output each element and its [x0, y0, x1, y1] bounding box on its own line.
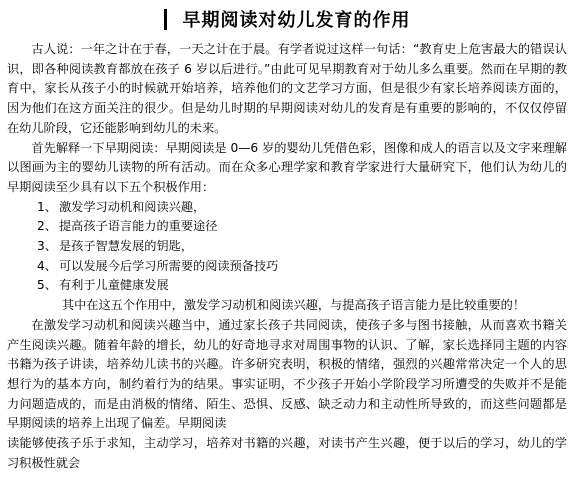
paragraph-motivation: 在激发学习动机和阅读兴趣当中，通过家长孩子共同阅读，使孩子多与图书接触，从而喜欢书籍关产生阅读兴趣。随着年龄的增长，幼儿的好奇地寻求对周围事物的认识、了解，家长选择同主题的内容书籍为孩子讲读，培养幼儿读书的兴趣。许多研究表明，积极的情绪，强烈的兴趣常常决定一个人的思想行为的基本方向，制约着行为的结果。事实证明，不少孩子开始小学阶段学习所遭受的失败并不是能力问题造成的，而是由消极的情绪、陌生、恐惧、反感、缺乏动力和主动性所导致的，而这些问题都是早期阅读的培养上出现了偏差。早期阅读 [7, 317, 567, 431]
list-item-number: 5、 [37, 278, 57, 293]
list-item-number: 4、 [37, 258, 57, 273]
list-item-text: 激发学习动机和阅读兴趣， [59, 199, 206, 214]
paragraph-summary: 其中在这五个作用中，激发学习动机和阅读兴趣，与提高孩子语言能力是比较重要的！ [61, 298, 526, 313]
list-item [7, 237, 567, 257]
benefit-list [7, 198, 567, 297]
paragraph-intro: 古人说：一年之计在于春，一天之计在于晨。有学者说过这样一句话：“教育史上危害最大的错误认识，即各种阅读教育都放在孩子 6 岁以后进行。”由此可见早期教育对于幼儿多么重要。然而在早期的教育中，家长从孩子小的时候就开始培养，培养他们的文艺学习方面，但是很少有家长培养阅读方面的，因为他们在这方面关注的很少。但是幼儿时期的早期阅读对幼儿的发育是有重要的影响的，不仅仅停留在幼儿阶段，它还能影响到幼儿的未来。 [7, 42, 567, 135]
list-item-number: 2、 [37, 219, 57, 234]
title-row [0, 6, 575, 34]
list-item-text: 可以发展今后学习所需要的阅读预备技巧 [59, 258, 279, 273]
list-item [7, 217, 567, 237]
list-item [7, 257, 567, 277]
page-title: 早期阅读对幼儿发育的作用 [182, 10, 411, 31]
paragraph-definition: 首先解释一下早期阅读：早期阅读是 0—6 岁的婴幼儿凭借色彩，图像和成人的语言以及文字来理解以图画为主的婴幼儿读物的所有活动。而在众多心理学家和教育学家进行大量研究下，他们认为幼儿的早期阅读至少具有以下五个积极作用： [7, 140, 567, 194]
list-item [7, 198, 567, 218]
paragraph-continued: 读能够使孩子乐于求知，主动学习，培养对书籍的兴趣，对读书产生兴趣，便于以后的学习，幼儿的学习积极性就会 [7, 436, 567, 470]
list-item [7, 276, 567, 296]
list-item-text: 提高孩子语言能力的重要途径 [59, 219, 218, 234]
title-bar-decoration [164, 9, 167, 30]
list-item-text: 有利于儿童健康发展 [59, 278, 169, 293]
list-item-number: 1、 [37, 199, 57, 214]
list-item-number: 3、 [37, 239, 57, 254]
article-body [7, 40, 567, 473]
list-item-text: 是孩子智慧发展的钥匙， [59, 239, 194, 254]
